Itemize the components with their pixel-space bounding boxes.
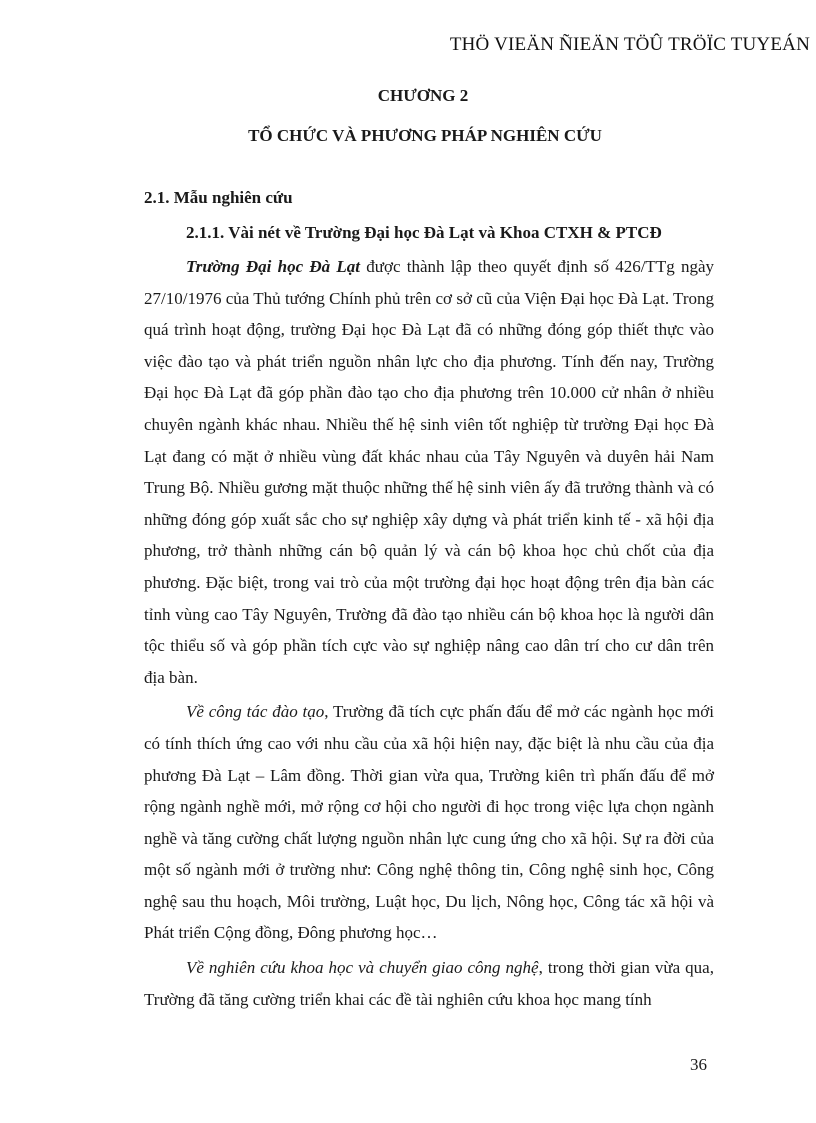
chapter-title: TỔ CHỨC VÀ PHƯƠNG PHÁP NGHIÊN CỨU <box>248 126 602 145</box>
paragraph-university <box>144 251 714 693</box>
paragraph-training <box>144 696 714 949</box>
chapter-number: CHƯƠNG 2 <box>377 86 469 105</box>
paragraph-text: , trong thời gian vừa qua, Trường đã tăng cường triển khai các đề tài nghiên cứu khoa học mang tính <box>144 958 714 1009</box>
body-text <box>144 251 714 1015</box>
section-heading: 2.1. Mẫu nghiên cứu <box>144 188 293 207</box>
library-watermark: THÖ VIEÄN ÑIEÄN TÖÛ TRÖÏC TUYEÁN <box>449 34 810 55</box>
page-number: 36 <box>690 1055 707 1074</box>
paragraph-research <box>144 952 714 1015</box>
paragraph-text: được thành lập theo quyết định số 426/TTg ngày 27/10/1976 của Thủ tướng Chính phủ trên cơ sở cũ của Viện Đại học Đà Lạt. Trong quá trình hoạt động, trường Đại học Đà Lạt đã có những đóng góp thiết thực vào việc đào tạo và phát triển nguồn nhân lực cho địa phương. Tính đến nay, Trường Đại học Đà Lạt đã góp phần đào tạo cho địa phương trên 10.000 cử nhân ở nhiều chuyên ngành khác nhau. Nhiều thế hệ sinh viên tốt nghiệp từ trường Đại học Đà Lạt đang có mặt ở nhiều vùng đất khác nhau của Tây Nguyên và duyên hải Nam Trung Bộ. Nhiều gương mặt thuộc những thế hệ sinh viên ấy đã trưởng thành và có những đóng góp xuất sắc cho sự nghiệp xây dựng và phát triển kinh tế - xã hội địa phương, trở thành những cán bộ quản lý và cán bộ khoa học chủ chốt của địa phương. Đặc biệt, trong vai trò của một trường đại học hoạt động trên địa bàn các tỉnh vùng cao Tây Nguyên, Trường đã đào tạo nhiều cán bộ khoa học là người dân tộc thiểu số và góp phần tích cực vào sự nghiệp nâng cao dân trí cho cư dân trên địa bàn. <box>144 257 715 687</box>
subsection-heading: 2.1.1. Vài nét về Trường Đại học Đà Lạt và Khoa CTXH & PTCĐ <box>186 223 662 242</box>
paragraph-lead: Về nghiên cứu khoa học và chuyển giao công nghệ <box>186 958 539 978</box>
paragraph-lead: Về công tác đào tạo <box>186 702 325 722</box>
paragraph-text: , Trường đã tích cực phấn đấu để mở các ngành học mới có tính thích ứng cao với nhu cầu của xã hội hiện nay, đặc biệt là nhu cầu của địa phương Đà Lạt – Lâm đồng. Thời gian vừa qua, Trường kiên trì phấn đấu để mở rộng ngành nghề mới, mở rộng cơ hội cho người đi học trong việc lựa chọn ngành nghề và tăng cường chất lượng nguồn nhân lực cung ứng cho xã hội. Sự ra đời của một số ngành mới ở trường như: Công nghệ thông tin, Công nghệ sinh học, Công nghệ sau thu hoạch, Môi trường, Luật học, Du lịch, Nông học, Công tác xã hội và Phát triển Cộng đồng, Đông phương học… <box>144 702 715 943</box>
paragraph-lead: Trường Đại học Đà Lạt <box>186 257 361 276</box>
